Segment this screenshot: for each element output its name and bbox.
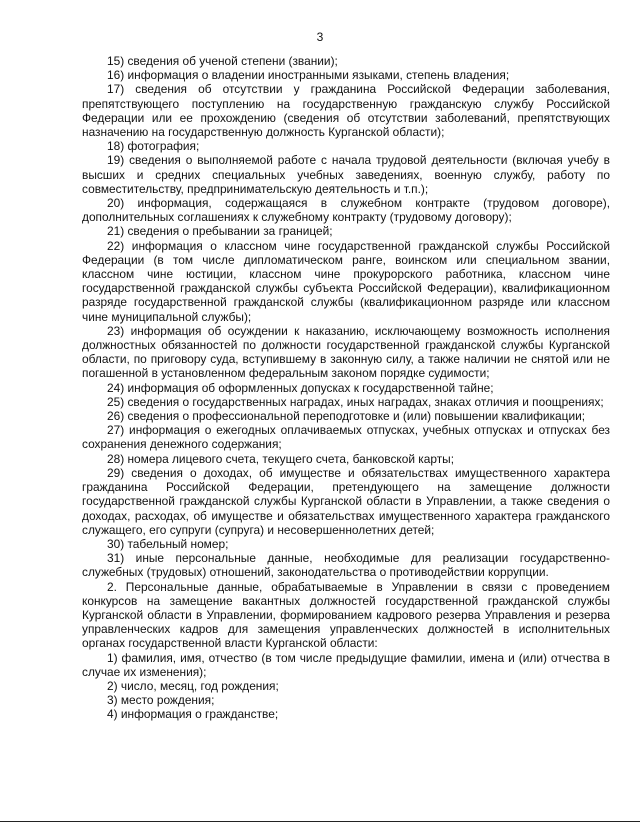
document-body bbox=[82, 54, 610, 722]
paragraph-item-26: 26) сведения о профессиональной переподготовке и (или) повышении квалификации; bbox=[107, 409, 586, 424]
page-number: 3 bbox=[316, 30, 324, 44]
paragraph-item-21: 21) сведения о пребывании за границей; bbox=[107, 224, 333, 239]
paragraph-item-15: 15) сведения об ученой степени (звании); bbox=[107, 54, 338, 68]
paragraph-item-30: 30) табельный номер; bbox=[107, 536, 229, 551]
paragraph-subitem-4: 4) информация о гражданстве; bbox=[107, 707, 279, 722]
paragraph-item-18: 18) фотография; bbox=[107, 139, 200, 154]
paragraph-item-25: 25) сведения о государственных наградах, иных наградах, знаках отличия и поощрениях; bbox=[107, 394, 604, 409]
paragraph-item-22: 22) информация о классном чине государственной гражданской службы Российской Федерации (в том числе дипломатическом ранге, воинском или специальном звании, классном чине юстиции, классном чине прокурорского работника, классном чине государственной гражданской службы субъекта Российской Федерации), квалификационном разряде государственной гражданской службы (квалификационном разряде или классном чине муниципальной службы); bbox=[82, 238, 610, 324]
paragraph-subitem-3: 3) место рождения; bbox=[107, 693, 215, 708]
paragraph-item-24: 24) информация об оформленных допусках к государственной тайне; bbox=[107, 380, 494, 395]
paragraph-subitem-1: 1) фамилия, имя, отчество (в том числе предыдущие фамилии, имена и (или) отчества в случае их изменения); bbox=[82, 650, 610, 679]
paragraph-item-17: 17) сведения об отсутствии у гражданина Российской Федерации заболевания, препятствующего поступлению на государственную гражданскую службу Российской Федерации или ее прохождению (сведения об отсутствии заболеваний, препятствующих назначению на государственную должность Курганской области); bbox=[82, 82, 610, 140]
bottom-border-line bbox=[0, 821, 640, 822]
paragraph-item-20: 20) информация, содержащаяся в служебном контракте (трудовом договоре), дополнительных соглашениях к служебному контракту (трудовому договору); bbox=[82, 196, 610, 225]
paragraph-item-29: 29) сведения о доходах, об имуществе и обязательствах имущественного характера гражданина Российской Федерации, претендующего на замещение должности государственной гражданской службы Курганской области в Управлении, а также сведения о доходах, расходах, об имуществе и обязательствах имущественного характера гражданского служащего, его супруги (супруга) и несовершеннолетних детей; bbox=[82, 465, 610, 537]
paragraph-item-28: 28) номера лицевого счета, текущего счета, банковской карты; bbox=[107, 451, 455, 466]
paragraph-item-16: 16) информация о владении иностранными языками, степень владения; bbox=[107, 68, 510, 83]
paragraph-subitem-2: 2) число, месяц, год рождения; bbox=[107, 678, 279, 693]
paragraph-item-27: 27) информация о ежегодных оплачиваемых отпусках, учебных отпусках и отпусках без сохранения денежного содержания; bbox=[82, 423, 610, 452]
paragraph-item-23: 23) информация об осуждении к наказанию, исключающему возможность исполнения должностных обязанностей по должности государственной гражданской службы Курганской области, по приговору суда, вступившему в законную силу, а также наличии не снятой или не погашенной в установленном федеральным законом порядке судимости; bbox=[82, 323, 610, 381]
paragraph-item-31: 31) иные персональные данные, необходимые для реализации государственно-служебных (трудовых) отношений, законодательства о противодействии коррупции. bbox=[82, 551, 610, 580]
paragraph-item-19: 19) сведения о выполняемой работе с начала трудовой деятельности (включая учебу в высших и средних специальных учебных заведениях, военную службу, работу по совместительству, предпринимательскую деятельность и т.п.); bbox=[82, 153, 610, 196]
paragraph-section-2: 2. Персональные данные, обрабатываемые в Управлении в связи с проведением конкурсов на замещение вакантных должностей государственной гражданской службы Курганской области в Управлении, формированием кадрового резерва Управления и резерва управленческих кадров для замещения управленческих должностей в исполнительных органах государственной власти Курганской области: bbox=[82, 579, 610, 651]
